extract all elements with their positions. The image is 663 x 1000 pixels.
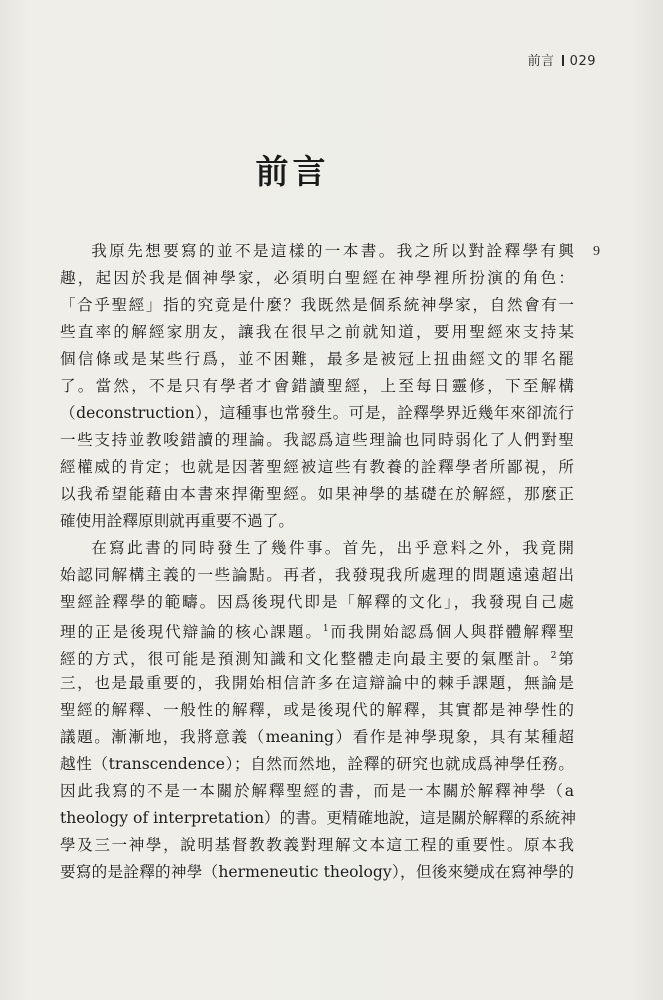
footnote-marker-1[interactable]: 1 [322,624,329,634]
margin-page-reference: 9 [593,244,600,259]
paragraph-2-line: 議題。漸漸地，我將意義（meaning）看作是神學現象，具有某種超 [60,728,574,746]
paragraph-1-line: 「合乎聖經」指的究竟是什麼？我既然是個系統神學家，自然會有一 [60,296,574,314]
running-header-section: 前言 [527,54,555,69]
paragraph-1-line: 經權威的肯定；也就是因著聖經被這些有教養的詮釋學者所鄙視，所 [60,458,574,476]
paragraph-2-line [60,616,574,643]
running-header [528,50,596,69]
paragraph-2-line: 在寫此書的同時發生了幾件事。首先，出乎意料之外，我竟開 [91,539,574,557]
paragraph-2-line: 學及三一神學，說明基督教教義對理解文本這工程的重要性。原本我 [60,836,574,854]
body-text [60,238,574,886]
paragraph-2-line: 要寫的是詮釋的神學（hermeneutic theology），但後來變成在寫神學的 [60,863,574,881]
paragraph-2-line: 聖經詮釋學的範疇。因爲後現代即是「解釋的文化」，我發現自己處 [60,593,574,611]
line-segment: 而我開始認爲個人與群體解釋聖 [328,623,574,641]
paragraph-2-line: 因此我寫的不是一本關於解釋聖經的書，而是一本關於解釋神學（a [60,782,574,800]
paragraph-1-line: 確使用詮釋原則就再重要不過了。 [60,512,294,530]
paragraph-1-line: 些直率的解經家朋友，讓我在很早之前就知道，要用聖經來支持某 [60,323,574,341]
paragraph-1-line: （deconstruction），這種事也常發生。可是，詮釋學界近幾年來卻流行 [60,404,574,422]
header-separator [562,55,564,66]
paragraph-2-line: 三，也是最重要的，我開始相信許多在這辯論中的棘手課題，無論是 [60,674,574,692]
paragraph-1-line: 以我希望能藉由本書來捍衛聖經。如果神學的基礎在於解經，那麼正 [60,485,574,503]
paragraph-1-line: 一些支持並教唆錯讀的理論。我認爲這些理論也同時弱化了人們對聖 [60,431,574,449]
paragraph-1-line: 我原先想要寫的並不是這樣的一本書。我之所以對詮釋學有興 [91,242,574,260]
page-number: 029 [569,54,596,69]
line-segment: 經的方式，很可能是預測知識和文化整體走向最主要的氣壓計。 [60,650,551,668]
paragraph-1-line: 個信條或是某些行爲，並不困難，最多是被冠上扭曲經文的罪名罷 [60,350,574,368]
paragraph-2-line [60,643,574,670]
chapter-title: 前言 [255,152,330,191]
paragraph-2-line: 始認同解構主義的一些論點。再者，我發現我所處理的問題遠遠超出 [60,566,574,584]
paragraph-1-line: 趣，起因於我是個神學家，必須明白聖經在神學裡所扮演的角色： [60,269,574,287]
paragraph-2-line: 聖經的解釋、一般性的解釋，或是後現代的解釋，其實都是神學性的 [60,701,574,719]
paragraph-2-line: 越性（transcendence）；自然而然地，詮釋的研究也就成爲神學任務。 [60,755,574,773]
paragraph-2-line: theology of interpretation）的書。更精確地說，這是關於解釋的系統神 [60,809,576,827]
footnote-marker-2[interactable]: 2 [550,651,557,661]
paragraph-1-line: 了。當然，不是只有學者才會錯讀聖經，上至每日靈修，下至解構 [60,377,574,395]
line-segment: 第 [556,650,574,668]
line-segment: 理的正是後現代辯論的核心課題。 [60,623,323,641]
